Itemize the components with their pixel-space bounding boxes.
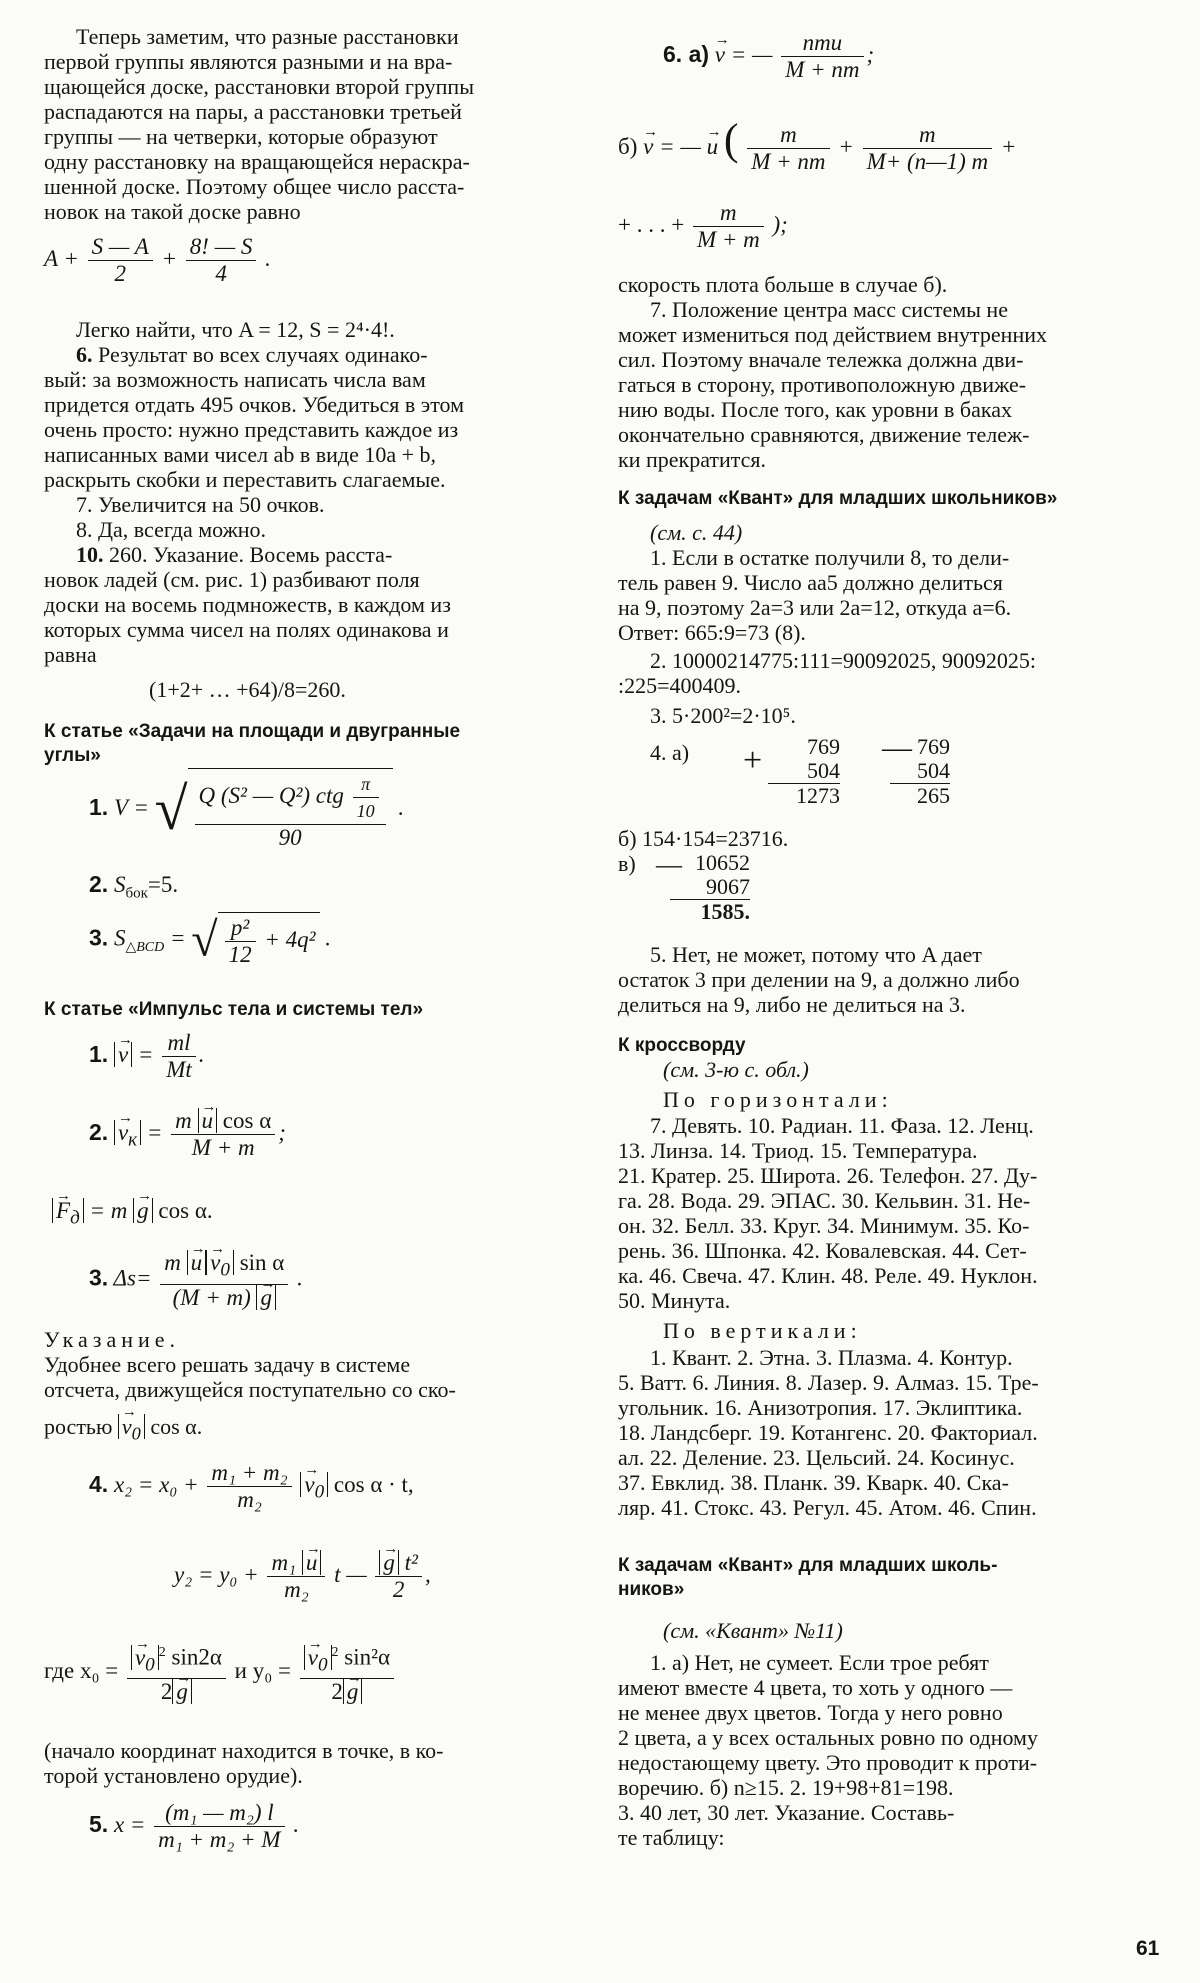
across-line: он. 32. Белл. 33. Круг. 34. Минимум. 35. Ко- [618,1213,1030,1238]
subscript: 0 [220,1259,230,1281]
down-line: 18. Ландсберг. 19. Котангенс. 20. Факториал. [618,1420,1038,1445]
formula-lhs: и y₀ = [234,1657,291,1683]
item6-line: раскрыть скобки и переставить слагаемые. [44,467,446,492]
modulus [172,1679,192,1704]
k4-label: 4. а) [650,740,690,765]
across-line: рень. 36. Шпонка. 42. Ковалевская. 44. Сет- [618,1238,1027,1263]
subtraction [670,851,750,924]
k1-line: 1. Если в остатке получили 8, то дели- [650,545,1010,570]
section-ref: (см. 3-ю с. обл.) [663,1057,809,1082]
difference: 1585. [670,899,750,924]
numerator: p² [225,915,256,942]
impulse-formula-3 [89,1250,303,1311]
denominator: m₂ [284,1577,309,1602]
hint-line: Удобнее всего решать задачу в системе [44,1352,411,1377]
vector-v: → v [715,42,725,67]
q-line: 2 цвета, а у всех остальных ровно по одному [618,1725,1038,1750]
impulse-formula-4x [89,1460,414,1513]
numerator: ml [162,1030,196,1057]
q-line: имеют вместе 4 цвета, то хоть у одного — [618,1675,1013,1700]
subscript: 0 [314,1481,325,1503]
impulse-formula-4where [44,1640,397,1705]
r7-line: может измениться под действием внутренних [618,322,1047,347]
formula-rhs: = m [89,1198,128,1223]
term: t — [334,1561,367,1587]
easy-line: Легко найти, что A = 12, S = 2⁴·4!. [76,317,395,342]
impulse-formula-5 [89,1800,299,1853]
numerator: m [693,200,764,227]
section-ref: (см. «Квант» №11) [663,1618,843,1643]
item10-line [44,542,580,567]
denominator: M + m [696,227,760,252]
intro-line: первой группы являются разными и на вра- [44,49,453,74]
item6-line: придется отдать 495 очков. Убедиться в этом [44,392,465,417]
vector-u: → u [191,1250,203,1276]
down-label: По вертикали: [663,1318,862,1343]
modulus [206,1250,234,1281]
item-number: 2. [89,1118,109,1145]
item-number: 6. [76,342,93,367]
fraction [375,1550,422,1603]
down-line: 37. Евклид. 38. Планк. 39. Кварк. 40. Ска- [618,1470,1009,1495]
item10-formula: (1+2+ … +64)/8=260. [149,677,346,702]
mass: m [164,1250,181,1275]
cosine: cos α · t, [333,1471,414,1497]
section-title: углы» [44,745,101,766]
q-line: воречию. б) n≥15. 2. 19+98+81=198. [618,1775,954,1800]
superscript: 2 [158,1645,166,1660]
r7-line: нию воды. После того, как уровни в баках [618,397,1013,422]
denominator: M + m [191,1135,255,1160]
section-ref: (см. с. 44) [650,520,743,545]
subtraction [890,735,950,808]
equals: = — [659,133,701,159]
denominator: M+ (n—1) m [866,149,989,174]
vector-f: → F [56,1198,70,1223]
intro-line: одну расстановку на вращающейся нераскра- [44,149,470,174]
item-text: 260. Указание. Восемь расста- [109,542,393,567]
item-number: 2. [89,871,109,897]
denominator [127,1679,226,1705]
q-line: не менее двух цветов. Тогда у него ровно [618,1700,1003,1725]
subscript: 0 [317,1654,328,1676]
denominator: 10 [356,801,375,821]
period: . [325,925,332,951]
minus-icon: — [882,731,912,764]
item10-line: доски на восемь подмножеств, в каждом из [44,592,451,617]
numerator: m₁ + m₂ [207,1460,291,1487]
k1-line: на 9, поэтому 2a=3 или 2a=12, откуда a=6. [618,595,1012,620]
across-label: По горизонтали: [663,1087,893,1112]
k4b-line: б) 154·154=23716. [618,826,789,851]
impulse-formula-1: 1. → v = $\frac{ml}{Mt}$ . [89,1030,205,1083]
denominator [300,1679,394,1705]
item-number: 1. [89,1040,109,1067]
fraction [267,1550,325,1603]
denominator: 4 [215,261,227,286]
minus-icon: — [656,850,682,879]
origin-line: (начало координат находится в точке, в ко- [44,1738,444,1763]
impulse-formula-2: 2. → $v_к$ = $\frac{\text{m → u cos α}}{M + m}$ ; [89,1108,286,1161]
k2-line: 2. 10000214775:111=90092025, 90092025: [650,648,1036,673]
fraction [225,915,256,968]
denominator [160,1285,288,1311]
section-title: К статье «Импульс тела и системы тел» [44,999,424,1020]
plus-sign: + [838,133,854,159]
intro-line: щающейся доске, расстановки второй группы [44,74,474,99]
difference: 265 [890,783,950,808]
fraction [195,771,386,851]
vector-u: → u [306,1550,318,1576]
sine: sin2α [171,1644,222,1670]
numerator: π [353,771,379,798]
hint-line [44,1414,580,1446]
fraction [353,771,379,824]
hint-label: Указание. [44,1327,181,1352]
numerator: m [863,122,993,149]
numerator [195,771,386,825]
period: . [265,245,271,271]
operand: 504 [917,758,950,783]
item6-line: вый: за возможность написать числа вам [44,367,426,392]
radicand [218,912,320,968]
ellipsis: + . . . + [618,211,685,237]
area-formula-3 [89,912,331,968]
plus-sign: + [161,245,178,271]
k4v-label: в) [618,851,636,876]
item6-line: написанных вами чисел ab в виде 10a + b, [44,442,437,467]
q-line: недостающему цвету. Это проводит к проти- [618,1750,1038,1775]
semicolon: ; [866,41,875,67]
denominator-text: 2 [160,1679,173,1705]
section-title: К задачам «Квант» для младших школь- [618,1555,998,1576]
hint-text: cos α. [150,1414,203,1439]
modulus [379,1550,399,1575]
raft-formula-a [663,30,874,83]
subscript: бок [125,885,148,902]
item-number: 5. [89,1810,109,1837]
denominator: 2 [392,1577,405,1602]
subscript: к [128,1129,138,1151]
modulus [304,1644,332,1676]
fraction [160,1250,288,1311]
fraction [171,1108,275,1161]
item-number: 6. а) [663,40,710,67]
numerator: S — A [88,234,153,261]
numerator [267,1550,325,1577]
formula-lhs: x₂ = x₀ + [113,1471,199,1497]
operand: 504 [807,758,840,783]
hint-line: отсчета, движущейся поступательно со ско- [44,1377,456,1402]
section-title: К кроссворду [618,1035,746,1056]
plus-sign: + [1000,133,1017,159]
vector-v0: → v [135,1645,145,1671]
k1-line: тель равен 9. Число aa5 должно делиться [618,570,1003,595]
r7-line: ки прекратится. [618,447,767,472]
item6-line [44,342,580,367]
modulus [52,1198,84,1229]
subscript: △BCD [125,939,165,955]
subscript: 0 [145,1654,155,1676]
vector-v0: → v [308,1645,318,1671]
r7-line: окончательно сравняются, движение тележ- [618,422,1030,447]
subscript: д [70,1207,80,1229]
fraction [300,1640,394,1705]
k2-line: :225=400409. [618,673,742,698]
cosine: cos α [222,1108,272,1133]
down-line: 5. Ватт. 6. Линия. 8. Лазер. 9. Алмаз. 15. Тре- [618,1370,1039,1395]
denominator-text: (M + m) [172,1284,251,1310]
modulus [302,1550,322,1575]
vector-g: → g [176,1679,188,1705]
fraction [781,30,863,83]
area-symbol: S [113,925,126,951]
item6-line: очень просто: нужно представить каждое из [44,417,459,442]
numerator [171,1108,275,1135]
modulus [118,1414,145,1444]
formula-lhs: x = [113,1811,146,1837]
raft-formula-b-cont [618,200,788,253]
period: . [297,1265,303,1291]
down-line: 1. Квант. 2. Этна. 3. Плазма. 4. Контур. [650,1345,1013,1370]
denominator-text: 2 [331,1679,343,1705]
area-formula-2 [89,872,178,907]
item-number: 10. [76,542,104,567]
section-title: ников» [618,1579,685,1600]
paren-close: ); [772,211,788,237]
radical-icon: √ [191,913,218,967]
formula-lhs: y₂ = y₀ + [174,1561,259,1587]
vector-v0: → v [122,1414,132,1439]
vector-v: → v [118,1042,128,1067]
intro-line: группы — на четверки, которые образуют [44,124,438,149]
numerator: m [747,122,829,149]
denominator: m₁ + m₂ + M [158,1827,281,1852]
sum: 1273 [768,783,840,808]
fraction [127,1640,226,1705]
vector-g: → g [137,1198,149,1223]
subscript: 0 [131,1423,141,1444]
sine: sin²α [344,1644,391,1670]
denominator: Mt [166,1057,192,1082]
intro-line: шенной доске. Поэтому общее число расста- [44,174,465,199]
r7-line: гаться в сторону, противоположную движе- [618,372,1027,397]
modulus [198,1108,218,1133]
fraction [207,1460,291,1513]
mass: m [175,1108,192,1133]
paren-open: ( [723,114,739,164]
down-line: ал. 22. Деление. 23. Цельсий. 24. Косинус. [618,1445,1015,1470]
k5-line: 5. Нет, не может, потому что A дает [650,942,982,967]
formula-count [44,234,271,287]
modulus [187,1250,207,1275]
operand: 9067 [706,874,750,899]
denominator: M + nm [751,149,826,174]
sine: sin α [239,1250,285,1275]
vector-u: → u [202,1108,214,1134]
denominator: m₂ [237,1487,262,1512]
across-line: 7. Девять. 10. Радиан. 11. Фаза. 12. Ленц. [650,1113,1034,1138]
item-number: 3. [89,1264,109,1291]
intro-line: распадаются на пары, а расстановки третьей [44,99,462,124]
semicolon: ; [278,1119,286,1145]
term: + 4q² [264,926,316,952]
denominator: 2 [114,261,126,286]
period: . [198,1041,205,1067]
raft-conclusion: скорость плота больше в случае б). [618,272,948,297]
k1-line: Ответ: 665:9=73 (8). [618,620,806,645]
item10-line: новок ладей (см. рис. 1) разбивают поля [44,567,420,592]
denominator: M + nm [785,57,860,82]
modulus [114,1119,141,1151]
fraction [186,234,257,287]
vector-g: → g [383,1550,395,1576]
numerator: nmu [781,30,863,57]
formula-lhs: где x₀ = [44,1657,119,1683]
plus-icon: + [743,742,763,779]
section-title: К задачам «Квант» для младших школьников» [618,488,1058,509]
formula-term: A + [44,245,79,271]
fraction [693,200,764,253]
operand: 769 [917,734,950,759]
item-text: Результат во всех случаях одинако- [98,342,428,367]
item7: 7. Увеличится на 50 очков. [76,492,325,517]
vector-v: → v [118,1120,128,1145]
vector-g: → g [260,1285,272,1311]
item10-line: равна [44,642,97,667]
modulus [133,1198,153,1223]
vector-u: → u [707,134,719,159]
vector-v0: → v [304,1472,314,1497]
time-squared: t² [404,1550,418,1575]
comma: , [424,1561,431,1587]
fraction [863,122,993,175]
equals: = [169,925,186,951]
area-symbol: S [113,872,126,897]
impulse-formula-4y [174,1550,431,1603]
raft-formula-b [618,114,1017,175]
origin-line: торой установлено орудие). [44,1763,303,1788]
q-line: 1. а) Нет, не сумеет. Если трое ребят [650,1650,989,1675]
item8: 8. Да, всегда можно. [76,517,267,542]
across-line: 21. Кратер. 25. Широта. 26. Телефон. 27. Ду- [618,1163,1038,1188]
radicand [188,768,393,851]
item10-line: которых сумма чисел на полях одинакова и [44,617,449,642]
numerator: (m₁ — m₂) l [154,1800,284,1827]
item-number: 3. [89,924,109,951]
across-line: га. 28. Вода. 29. ЭПАС. 30. Кельвин. 31. Не- [618,1188,1031,1213]
hint-text: ростью [44,1414,113,1439]
across-line: 50. Минута. [618,1288,731,1313]
modulus [300,1471,328,1503]
down-line: угольник. 16. Анизотропия. 17. Эклиптика. [618,1395,1023,1420]
area-formula-1 [89,768,404,851]
superscript: 2 [331,1645,339,1660]
item-number: б) [618,133,638,159]
operand: 10652 [695,850,750,875]
numerator [375,1550,422,1577]
period: . [293,1811,300,1837]
k5-line: делиться на 9, либо не делиться на 3. [618,992,966,1017]
k5-line: остаток 3 при делении на 9, а должно либо [618,967,1020,992]
numerator: 8! — S [186,234,257,261]
modulus [343,1679,363,1704]
intro-line: Теперь заметим, что разные расстановки [76,24,459,49]
fraction [162,1030,196,1083]
modulus [131,1644,159,1676]
r7-line: сил. Поэтому вначале тележка должна дви- [618,347,1024,372]
across-line: 13. Линза. 14. Триод. 15. Температура. [618,1138,978,1163]
cosine: cos α. [158,1198,213,1223]
addition [768,735,840,808]
modulus [256,1285,276,1310]
denominator: 90 [278,825,302,850]
fraction [747,122,829,175]
fraction [88,234,153,287]
radical-icon: √ [154,776,188,842]
operand: 769 [807,734,840,759]
modulus [114,1042,132,1067]
force-formula [52,1198,213,1231]
q-line: те таблицу: [618,1825,725,1850]
equals: = — [730,41,773,67]
page-number: 61 [1136,1937,1160,1960]
vector-v0: → v [210,1250,220,1276]
k3-line: 3. 5·200²=2·10⁵. [650,703,796,728]
down-line: ляр. 41. Стокс. 43. Регул. 45. Атом. 46. Спин. [618,1495,1037,1520]
area-value: =5. [147,872,179,897]
item-number: 4. [89,1470,109,1497]
period: . [398,794,405,820]
across-line: ка. 46. Свеча. 47. Клин. 48. Реле. 49. Нуклон. [618,1263,1038,1288]
vector-v: → v [643,134,653,159]
q-line: 3. 40 лет, 30 лет. Указание. Составь- [618,1800,955,1825]
fraction [154,1800,284,1853]
denominator: 12 [228,942,252,967]
numerator-text: Q (S² — Q²) ctg [198,782,344,808]
mass: m₁ [271,1550,297,1575]
formula-lhs: Δs= [113,1265,152,1291]
section-title: К статье «Задачи на площади и двугранные [44,721,461,742]
intro-line: новок на такой доске равно [44,199,301,224]
vector-g: → g [347,1679,359,1705]
r7-line: 7. Положение центра масс системы не [650,297,1008,322]
formula-lhs: V = [113,794,149,820]
item-number: 1. [89,793,109,820]
